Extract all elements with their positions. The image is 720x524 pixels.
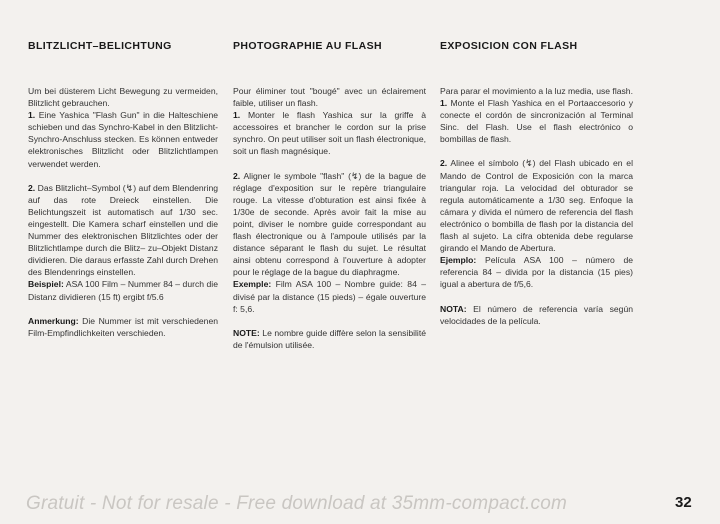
- french-heading: PHOTOGRAPHIE AU FLASH: [233, 40, 382, 52]
- spanish-step1-text: Monte el Flash Yashica en el Portaaccesorio y conecte el cordón de sincronización al Terminal Sinc. del Flash. Use el flash electrónico o bombillas de flash.: [440, 98, 633, 145]
- german-column: [28, 40, 218, 351]
- spanish-note-paragraph: [440, 303, 633, 327]
- spanish-step2-post: ) del Flash ubicado en el Mando de Control de Exposición con la marca triangular roja. La velocidad del obturador se regula automáticamente a 1/30 seg. Enfoque la cámara y divida el número de referencia del flash electrónico o bombilla de flash por la distancia del flash al sujeto. La cifra obtenida debe regularse girando el Mando de Abertura.: [440, 158, 633, 254]
- spanish-step2-number: 2.: [440, 158, 448, 169]
- spanish-step2-pre: Alinee el símbolo (: [450, 158, 526, 169]
- german-step2-pre: Das Blitzlicht–Symbol (: [37, 182, 126, 193]
- spanish-heading: EXPOSICION CON FLASH: [440, 40, 578, 52]
- spanish-step1-number: 1.: [440, 98, 448, 109]
- spanish-note-label: NOTA:: [440, 303, 467, 314]
- french-step1-text: Monter le flash Yashica sur la griffe à accessoires et brancher le cordon sur la prise synchro. On peut utiliser soit un flash électronique, soit un flash magnésique.: [233, 110, 426, 157]
- french-note-paragraph: [233, 327, 426, 351]
- spanish-note-text: El número de referencia varía según velocidades de la película.: [440, 303, 633, 326]
- french-step2-paragraph: [233, 170, 426, 315]
- flash-icon: ↯: [350, 170, 359, 181]
- french-example-text: Film ASA 100 – Nombre guide: 84 – divisé par la distance (15 pieds) – égale ouverture f: 5,6.: [233, 279, 426, 314]
- french-note-label: NOTE:: [233, 327, 260, 338]
- german-note-text: Die Nummer ist mit verschiedenen Film-Empfindlichkeiten verschieden.: [28, 315, 219, 338]
- page-number: 32: [675, 494, 692, 511]
- german-intro-paragraph: [28, 85, 218, 170]
- german-step2-number: 2.: [28, 182, 36, 193]
- spanish-step2-paragraph: [440, 157, 633, 290]
- german-example-label: Beispiel:: [28, 279, 64, 290]
- flash-icon: ↯: [125, 182, 134, 193]
- spanish-example-text: Película ASA 100 – número de referencia 84 – divida por la distancia (15 pies) igual a abertura de f/5,6.: [440, 255, 634, 290]
- german-step2-post: ) auf dem Blendenring auf das rote Dreieck einstellen. Die Belichtungszeit ist automatisch auf 1/30 sec. eingestellt. Die Kamera scharf einstellen und die Nummer des elektronischen Blitzlichtes oder der Blitzlichtlampe durch die Blitz– zu–Objekt Distanz dividieren. Die daraus erfasste Zahl durch Drehen des Blendenrings einstellen.: [28, 182, 219, 278]
- german-heading: BLITZLICHT–BELICHTUNG: [28, 40, 172, 52]
- spanish-column: [440, 40, 633, 339]
- french-example-label: Exemple:: [233, 279, 272, 290]
- spanish-intro-paragraph: [440, 85, 633, 145]
- german-step1-text: Eine Yashica "Flash Gun" in die Halteschiene schieben und das Synchro-Kabel in den Blitzlicht-Synchro-Anschluss stecken. Es können entweder elektronisches Blitzlicht oder Blitzlichtlampen verwendet werden.: [28, 110, 218, 169]
- french-intro-paragraph: [233, 85, 426, 158]
- french-step1-number: 1.: [233, 110, 241, 121]
- spanish-intro-text: Para parar el movimiento a la luz media, use flash.: [440, 86, 633, 96]
- flash-icon: ↯: [525, 158, 533, 169]
- german-intro-text: Um bei düsterem Licht Bewegung zu vermeiden, Blitzlicht gebrauchen.: [28, 86, 218, 109]
- french-column: [233, 40, 426, 363]
- french-step2-post: ) de la bague de réglage d'exposition sur le repère triangulaire rouge. La vitesse d'obturation est ainsi fixée à 1/30e de seconde. Après avoir fait la mise au point, diviser le nombre guide correspondant au flash électronique ou à l'ampoule utilisés par la distance séparant le flash du sujet. Le résultat ainsi obtenu correspond à l'ouverture à adopter pour le réglage de la bague du diaphragme.: [233, 170, 426, 278]
- german-note-label: Anmerkung:: [28, 315, 79, 326]
- german-example-text: ASA 100 Film – Nummer 84 – durch die Distanz dividieren (15 ft) ergibt f/5.6: [28, 279, 218, 302]
- french-step2-pre: Aligner le symbole "flash" (: [243, 170, 351, 181]
- french-intro-text: Pour éliminer tout "bougé" avec un éclairement faible, utiliser un flash.: [233, 86, 426, 109]
- german-step1-number: 1.: [28, 110, 36, 121]
- german-note-paragraph: [28, 315, 218, 339]
- french-note-text: Le nombre guide diffère selon la sensibilité de l'émulsion utilisée.: [233, 327, 427, 350]
- german-step2-paragraph: [28, 182, 218, 303]
- french-step2-number: 2.: [233, 170, 241, 181]
- watermark: Gratuit - Not for resale - Free download at 35mm-compact.com: [26, 493, 568, 514]
- spanish-example-label: Ejemplo:: [440, 255, 477, 266]
